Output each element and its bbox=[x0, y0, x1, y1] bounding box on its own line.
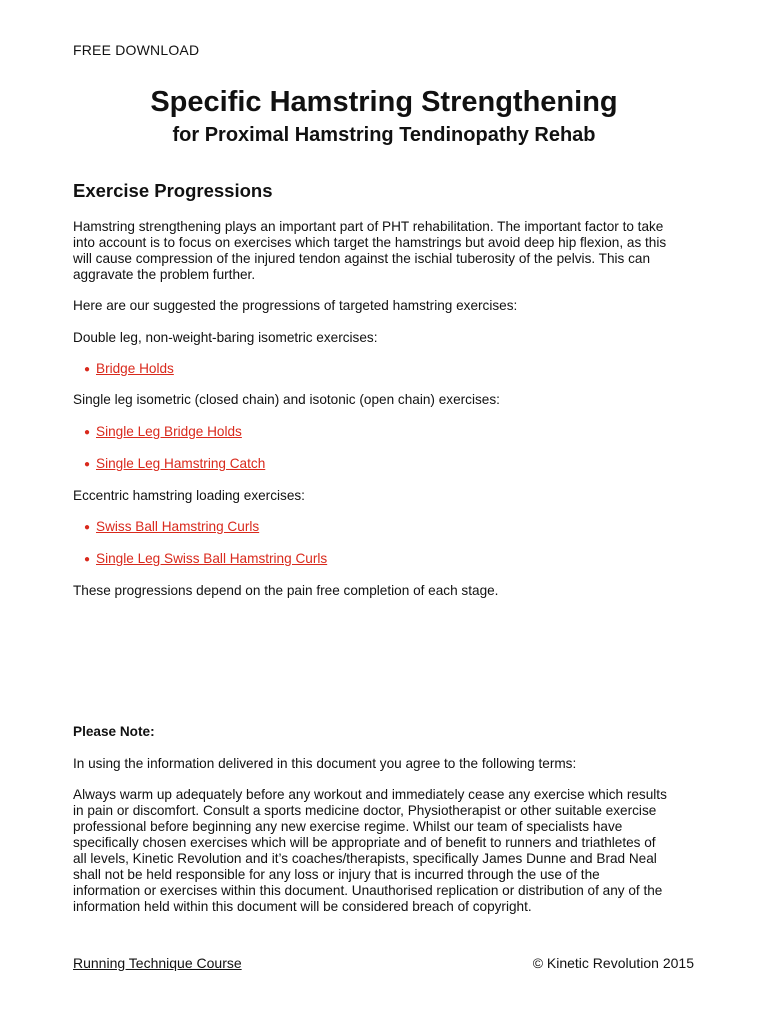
single-leg-hamstring-catch-link[interactable]: Single Leg Hamstring Catch bbox=[96, 456, 266, 471]
bullet-icon: ● bbox=[84, 427, 91, 438]
disclaimer-line: specifically chosen exercises which will be appropriate and of benefit to runners and triathletes of bbox=[73, 835, 656, 850]
disclaimer-line: information held within this document will be considered breach of copyright. bbox=[73, 899, 532, 914]
disclaimer-paragraph bbox=[73, 787, 713, 915]
group3-label: Eccentric hamstring loading exercises: bbox=[73, 488, 305, 503]
running-technique-course-link[interactable]: Running Technique Course bbox=[73, 955, 242, 971]
group2-label: Single leg isometric (closed chain) and isotonic (open chain) exercises: bbox=[73, 392, 500, 407]
bullet-icon: ● bbox=[84, 459, 91, 470]
list-item bbox=[84, 519, 259, 536]
free-download-label: FREE DOWNLOAD bbox=[73, 42, 200, 58]
note-heading: Please Note: bbox=[73, 724, 155, 739]
disclaimer-line: shall not be held responsible for any loss or injury that is incurred through the use of the bbox=[73, 867, 600, 882]
bullet-icon: ● bbox=[84, 522, 91, 533]
swiss-ball-hamstring-curls-link[interactable]: Swiss Ball Hamstring Curls bbox=[96, 519, 260, 534]
list-item bbox=[84, 424, 242, 441]
disclaimer-line: Always warm up adequately before any workout and immediately cease any exercise which results bbox=[73, 787, 667, 802]
intro-line: will cause compression of the injured tendon against the ischial tuberosity of the pelvis. This can bbox=[73, 251, 651, 266]
group1-label: Double leg, non-weight-baring isometric exercises: bbox=[73, 330, 378, 345]
intro-line: Hamstring strengthening plays an important part of PHT rehabilitation. The important factor to take bbox=[73, 219, 664, 234]
disclaimer-line: information or exercises within this document. Unauthorised replication or distribution of any of the bbox=[73, 883, 663, 898]
copyright-text: © Kinetic Revolution 2015 bbox=[532, 955, 694, 971]
single-leg-swiss-ball-hamstring-curls-link[interactable]: Single Leg Swiss Ball Hamstring Curls bbox=[96, 551, 328, 566]
intro-line: into account is to focus on exercises which target the hamstrings but avoid deep hip flexion, as this bbox=[73, 235, 667, 250]
progressions-intro: Here are our suggested the progressions of targeted hamstring exercises: bbox=[73, 298, 518, 313]
closing-text: These progressions depend on the pain free completion of each stage. bbox=[73, 583, 499, 598]
list-item bbox=[84, 456, 265, 473]
bullet-icon: ● bbox=[84, 554, 91, 565]
disclaimer-line: all levels, Kinetic Revolution and it’s coaches/therapists, specifically James Dunne and Brad Neal bbox=[73, 851, 657, 866]
intro-paragraph bbox=[73, 219, 713, 283]
single-leg-bridge-holds-link[interactable]: Single Leg Bridge Holds bbox=[96, 424, 242, 439]
disclaimer-line: in pain or discomfort. Consult a sports medicine doctor, Physiotherapist or other suitable exercise bbox=[73, 803, 657, 818]
disclaimer-line: professional before beginning any new exercise regime. Whilst our team of specialists have bbox=[73, 819, 623, 834]
page-subtitle: for Proximal Hamstring Tendinopathy Rehab bbox=[172, 124, 596, 146]
bridge-holds-link[interactable]: Bridge Holds bbox=[96, 361, 174, 376]
intro-line: aggravate the problem further. bbox=[73, 267, 256, 282]
section-heading: Exercise Progressions bbox=[73, 180, 273, 201]
list-item bbox=[84, 361, 174, 378]
page-title: Specific Hamstring Strengthening bbox=[150, 86, 618, 118]
list-item bbox=[84, 551, 327, 568]
terms-intro: In using the information delivered in this document you agree to the following terms: bbox=[73, 756, 577, 771]
bullet-icon: ● bbox=[84, 364, 91, 375]
